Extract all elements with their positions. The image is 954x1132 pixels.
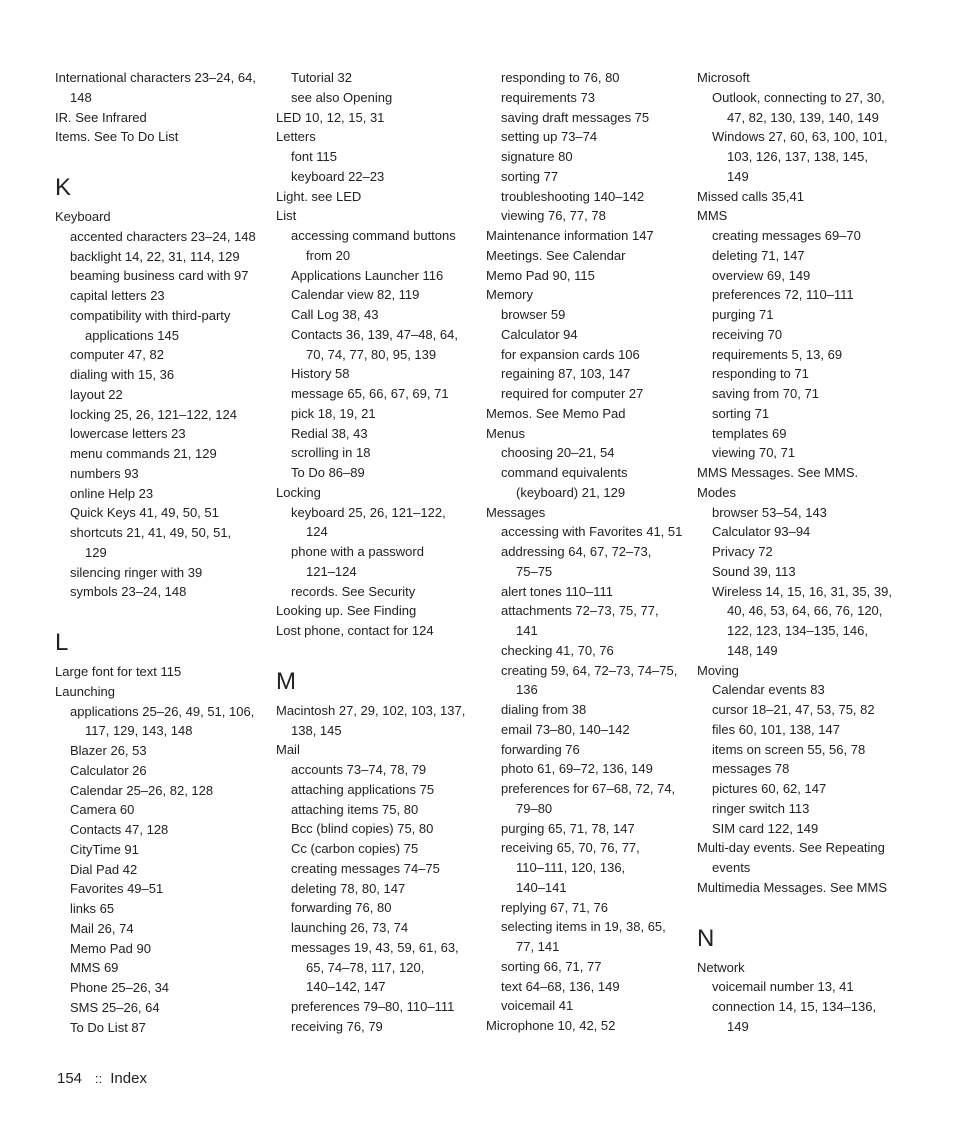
index-subentry: records. See Security	[291, 583, 416, 599]
index-subentry: sorting 71	[712, 405, 770, 421]
index-subentry: pick 18, 19, 21	[291, 405, 376, 421]
index-entry: LED 10, 12, 15, 31	[276, 109, 385, 125]
index-subentry: online Help 23	[70, 485, 154, 501]
index-subentry: accessing with Favorites 41, 51	[501, 524, 683, 540]
index-entry: Microsoft	[697, 70, 750, 85]
index-subentry: phone with a password	[291, 544, 424, 559]
index-subentry: Windows 27, 60, 63, 100, 101,	[712, 129, 888, 145]
index-subentry: 124	[306, 524, 328, 540]
index-subentry: attaching applications 75	[291, 781, 435, 797]
index-subentry: Calendar events 83	[712, 682, 825, 698]
index-subentry: preferences for 67–68, 72, 74,	[501, 781, 676, 796]
index-subentry: Favorites 49–51	[70, 881, 164, 897]
index-subentry: applications 145	[85, 327, 179, 343]
index-subentry: creating 59, 64, 72–73, 74–75,	[501, 662, 678, 678]
index-entry: Large font for text 115	[55, 664, 182, 679]
index-subentry: messages 78	[712, 761, 790, 777]
index-subentry: dialing with 15, 36	[70, 367, 175, 382]
index-subentry: Phone 25–26, 34	[70, 980, 170, 995]
index-subentry: 149	[727, 168, 749, 184]
index-subentry: voicemail 41	[501, 998, 574, 1014]
index-subentry: responding to 71	[712, 366, 809, 382]
index-subentry: saving draft messages 75	[501, 109, 650, 125]
index-subentry: symbols 23–24, 148	[70, 584, 187, 600]
index-subentry: layout 22	[70, 386, 123, 402]
index-subentry: compatibility with third-party	[70, 307, 231, 323]
index-subentry: keyboard 25, 26, 121–122,	[291, 504, 446, 520]
index-subentry: beaming business card with 97	[70, 268, 249, 284]
index-entry: Memo Pad 90, 115	[486, 267, 595, 283]
index-entry: IR. See Infrared	[55, 109, 147, 125]
index-subentry: Wireless 14, 15, 16, 31, 35, 39,	[712, 583, 892, 599]
index-entry: MMS	[697, 208, 728, 224]
index-entry: Moving	[697, 662, 739, 678]
index-subentry: 149	[727, 1018, 749, 1034]
page-number: 154	[57, 1070, 83, 1087]
index-subentry: connection 14, 15, 134–136,	[712, 999, 877, 1014]
index-subentry: SIM card 122, 149	[712, 820, 819, 836]
index-entry: Items. See To Do List	[55, 129, 179, 145]
index-subentry: photo 61, 69–72, 136, 149	[501, 761, 653, 777]
index-subentry: creating messages 69–70	[712, 228, 861, 243]
index-subentry: Quick Keys 41, 49, 50, 51	[70, 505, 219, 521]
index-subentry: deleting 71, 147	[712, 247, 805, 263]
index-subentry: see also Opening	[291, 89, 393, 105]
index-subentry: Blazer 26, 53	[70, 743, 147, 758]
index-entry: List	[276, 208, 297, 224]
index-subentry: overview 69, 149	[712, 267, 811, 283]
index-subentry: Contacts 36, 139, 47–48, 64,	[291, 326, 458, 342]
index-subentry: Mail 26, 74	[70, 920, 134, 936]
index-subentry: messages 19, 43, 59, 61, 63,	[291, 939, 459, 955]
index-section-letter: M	[276, 667, 296, 695]
index-section-letter: L	[55, 629, 69, 656]
index-subentry: 79–80	[516, 800, 553, 816]
index-subentry: 122, 123, 134–135, 146,	[727, 623, 868, 638]
index-subentry: shortcuts 21, 41, 49, 50, 51,	[70, 525, 232, 540]
index-subentry: capital letters 23	[70, 288, 165, 303]
index-subentry: from 20	[306, 247, 351, 263]
index-entry: Mail	[276, 742, 300, 758]
index-entry: Launching	[55, 683, 115, 699]
index-subentry: 103, 126, 137, 138, 145,	[727, 149, 868, 164]
index-subentry: 140–141	[516, 879, 567, 895]
index-entry: Lost phone, contact for 124	[276, 623, 434, 638]
index-subentry: required for computer 27	[501, 386, 644, 401]
index-subentry: selecting items in 19, 38, 65,	[501, 919, 666, 935]
index-subentry: text 64–68, 136, 149	[501, 978, 620, 994]
index-entry: Missed calls 35,41	[697, 188, 804, 204]
index-subentry: viewing 76, 77, 78	[501, 208, 606, 224]
index-subentry: creating messages 74–75	[291, 860, 440, 876]
index-subentry: computer 47, 82	[70, 347, 164, 363]
index-subentry: sorting 77	[501, 168, 559, 184]
index-subentry: 141	[516, 623, 538, 638]
index-subentry: accounts 73–74, 78, 79	[291, 762, 427, 777]
index-entry: Multimedia Messages. See MMS	[697, 879, 888, 895]
index-subentry: deleting 78, 80, 147	[291, 880, 406, 896]
index-subentry: 148	[70, 89, 92, 105]
index-subentry: 140–142, 147	[306, 979, 386, 995]
index-subentry: Calendar view 82, 119	[291, 287, 420, 303]
index-subentry: browser 59	[501, 307, 566, 322]
index-subentry: Applications Launcher 116	[291, 267, 444, 283]
index-subentry: purging 65, 71, 78, 147	[501, 820, 635, 836]
index-subentry: 117, 129, 143, 148	[85, 723, 193, 739]
index-subentry: ringer switch 113	[712, 800, 810, 816]
index-subentry: numbers 93	[70, 465, 139, 481]
index-subentry: requirements 73	[501, 89, 595, 105]
index-subentry: signature 80	[501, 149, 573, 164]
footer-separator: ::	[95, 1071, 103, 1086]
index-subentry: attachments 72–73, 75, 77,	[501, 603, 659, 619]
index-subentry: 138, 145	[291, 722, 342, 738]
index-entry: Menus	[486, 425, 526, 441]
index-subentry: menu commands 21, 129	[70, 446, 217, 461]
index-column-2	[276, 68, 481, 1037]
index-column-1	[55, 68, 270, 1037]
index-subentry: requirements 5, 13, 69	[712, 346, 843, 362]
index-subentry: for expansion cards 106	[501, 346, 640, 362]
index-subentry: viewing 70, 71	[712, 445, 796, 461]
index-entry: Macintosh 27, 29, 102, 103, 137,	[276, 702, 466, 718]
index-subentry: To Do List 87	[70, 1019, 146, 1035]
index-subentry: attaching items 75, 80	[291, 801, 419, 817]
index-entry: Letters	[276, 129, 316, 145]
index-subentry: forwarding 76, 80	[291, 900, 392, 916]
index-subentry: Memo Pad 90	[70, 940, 151, 956]
index-subentry: items on screen 55, 56, 78	[712, 741, 866, 757]
index-subentry: 148, 149	[727, 642, 778, 658]
index-subentry: email 73–80, 140–142	[501, 721, 630, 737]
index-subentry: choosing 20–21, 54	[501, 445, 615, 461]
index-subentry: 110–111, 120, 136,	[516, 860, 626, 875]
index-subentry: pictures 60, 62, 147	[712, 781, 827, 796]
index-subentry: 77, 141	[516, 939, 560, 954]
index-subentry: files 60, 101, 138, 147	[712, 721, 840, 737]
index-entry: Memos. See Memo Pad	[486, 405, 626, 421]
index-subentry: (keyboard) 21, 129	[516, 484, 626, 500]
index-subentry: Cc (carbon copies) 75	[291, 841, 419, 856]
index-subentry: SMS 25–26, 64	[70, 999, 160, 1015]
index-subentry: browser 53–54, 143	[712, 504, 827, 520]
index-subentry: To Do 86–89	[291, 465, 365, 480]
index-subentry: Privacy 72	[712, 544, 773, 559]
index-subentry: links 65	[70, 901, 115, 916]
index-subentry: launching 26, 73, 74	[291, 920, 409, 935]
index-subentry: events	[712, 860, 751, 875]
index-subentry: cursor 18–21, 47, 53, 75, 82	[712, 702, 875, 717]
index-subentry: accented characters 23–24, 148	[70, 228, 256, 244]
index-entry: Messages	[486, 504, 546, 520]
index-subentry: troubleshooting 140–142	[501, 188, 645, 204]
index-subentry: setting up 73–74	[501, 129, 598, 145]
index-subentry: 129	[85, 544, 107, 560]
index-subentry: lowercase letters 23	[70, 426, 186, 442]
page-footer	[57, 1069, 147, 1089]
index-subentry: preferences 79–80, 110–111	[291, 999, 455, 1014]
index-subentry: regaining 87, 103, 147	[501, 366, 631, 382]
index-subentry: Calculator 93–94	[712, 524, 811, 540]
index-subentry: locking 25, 26, 121–122, 124	[70, 406, 237, 422]
section-title: Index	[110, 1070, 147, 1087]
index-subentry: Tutorial 32	[291, 70, 352, 85]
index-subentry: receiving 65, 70, 76, 77,	[501, 840, 640, 856]
index-subentry: applications 25–26, 49, 51, 106,	[70, 703, 255, 719]
index-subentry: MMS 69	[70, 960, 119, 976]
index-subentry: Contacts 47, 128	[70, 822, 169, 837]
index-entry: Looking up. See Finding	[276, 603, 417, 619]
index-entry: Keyboard	[55, 209, 111, 224]
index-subentry: 40, 46, 53, 64, 66, 76, 120,	[727, 603, 883, 619]
index-entry: Modes	[697, 484, 737, 500]
index-subentry: 136	[516, 682, 538, 698]
index-entry: Memory	[486, 287, 533, 303]
index-subentry: backlight 14, 22, 31, 114, 129	[70, 248, 240, 264]
index-subentry: purging 71	[712, 307, 774, 322]
index-entry: Maintenance information 147	[486, 228, 654, 243]
index-subentry: replying 67, 71, 76	[501, 899, 608, 915]
index-subentry: 75–75	[516, 563, 553, 579]
index-subentry: addressing 64, 67, 72–73,	[501, 544, 652, 559]
index-entry: Multi-day events. See Repeating	[697, 840, 885, 856]
index-subentry: 65, 74–78, 117, 120,	[306, 959, 425, 975]
index-subentry: silencing ringer with 39	[70, 564, 203, 580]
index-subentry: Calendar 25–26, 82, 128	[70, 782, 214, 798]
index-subentry: Redial 38, 43	[291, 425, 368, 441]
index-column-4	[697, 68, 902, 1037]
index-subentry: Outlook, connecting to 27, 30,	[712, 89, 885, 105]
index-entry: Light. see LED	[276, 188, 362, 204]
index-subentry: dialing from 38	[501, 702, 587, 717]
index-entry: MMS Messages. See MMS.	[697, 465, 859, 480]
index-subentry: voicemail number 13, 41	[712, 979, 854, 995]
index-subentry: Sound 39, 113	[712, 563, 796, 579]
index-subentry: font 115	[291, 149, 338, 164]
index-subentry: alert tones 110–111	[501, 583, 614, 599]
index-subentry: Bcc (blind copies) 75, 80	[291, 821, 434, 837]
index-subentry: Dial Pad 42	[70, 861, 138, 877]
index-subentry: preferences 72, 110–111	[712, 287, 854, 303]
index-subentry: saving from 70, 71	[712, 386, 819, 401]
index-subentry: History 58	[291, 366, 350, 382]
index-subentry: scrolling in 18	[291, 445, 371, 461]
index-subentry: 121–124	[306, 563, 357, 579]
index-section-letter: K	[55, 174, 72, 201]
index-entry: Meetings. See Calendar	[486, 247, 626, 263]
index-subentry: keyboard 22–23	[291, 168, 385, 184]
index-subentry: forwarding 76	[501, 741, 580, 757]
index-subentry: CityTime 91	[70, 841, 139, 857]
index-subentry: 47, 82, 130, 139, 140, 149	[727, 109, 879, 125]
index-subentry: command equivalents	[501, 465, 628, 480]
index-subentry: receiving 76, 79	[291, 1018, 383, 1034]
index-section-letter: N	[697, 924, 715, 952]
index-subentry: receiving 70	[712, 326, 783, 342]
index-subentry: checking 41, 70, 76	[501, 642, 614, 658]
index-subentry: 70, 74, 77, 80, 95, 139	[306, 346, 437, 362]
index-entry: Microphone 10, 42, 52	[486, 1018, 616, 1033]
index-subentry: Calculator 26	[70, 762, 147, 778]
index-subentry: sorting 66, 71, 77	[501, 958, 602, 974]
index-subentry: responding to 76, 80	[501, 70, 620, 85]
index-subentry: templates 69	[712, 425, 787, 441]
index-entry: Locking	[276, 484, 321, 500]
index-entry: International characters 23–24, 64,	[55, 70, 256, 85]
index-subentry: Calculator 94	[501, 326, 578, 342]
index-subentry: message 65, 66, 67, 69, 71	[291, 386, 449, 401]
index-subentry: accessing command buttons	[291, 228, 456, 243]
index-subentry: Call Log 38, 43	[291, 307, 379, 322]
index-subentry: Camera 60	[70, 802, 135, 818]
index-entry: Network	[697, 959, 745, 975]
index-column-3	[486, 68, 691, 1036]
